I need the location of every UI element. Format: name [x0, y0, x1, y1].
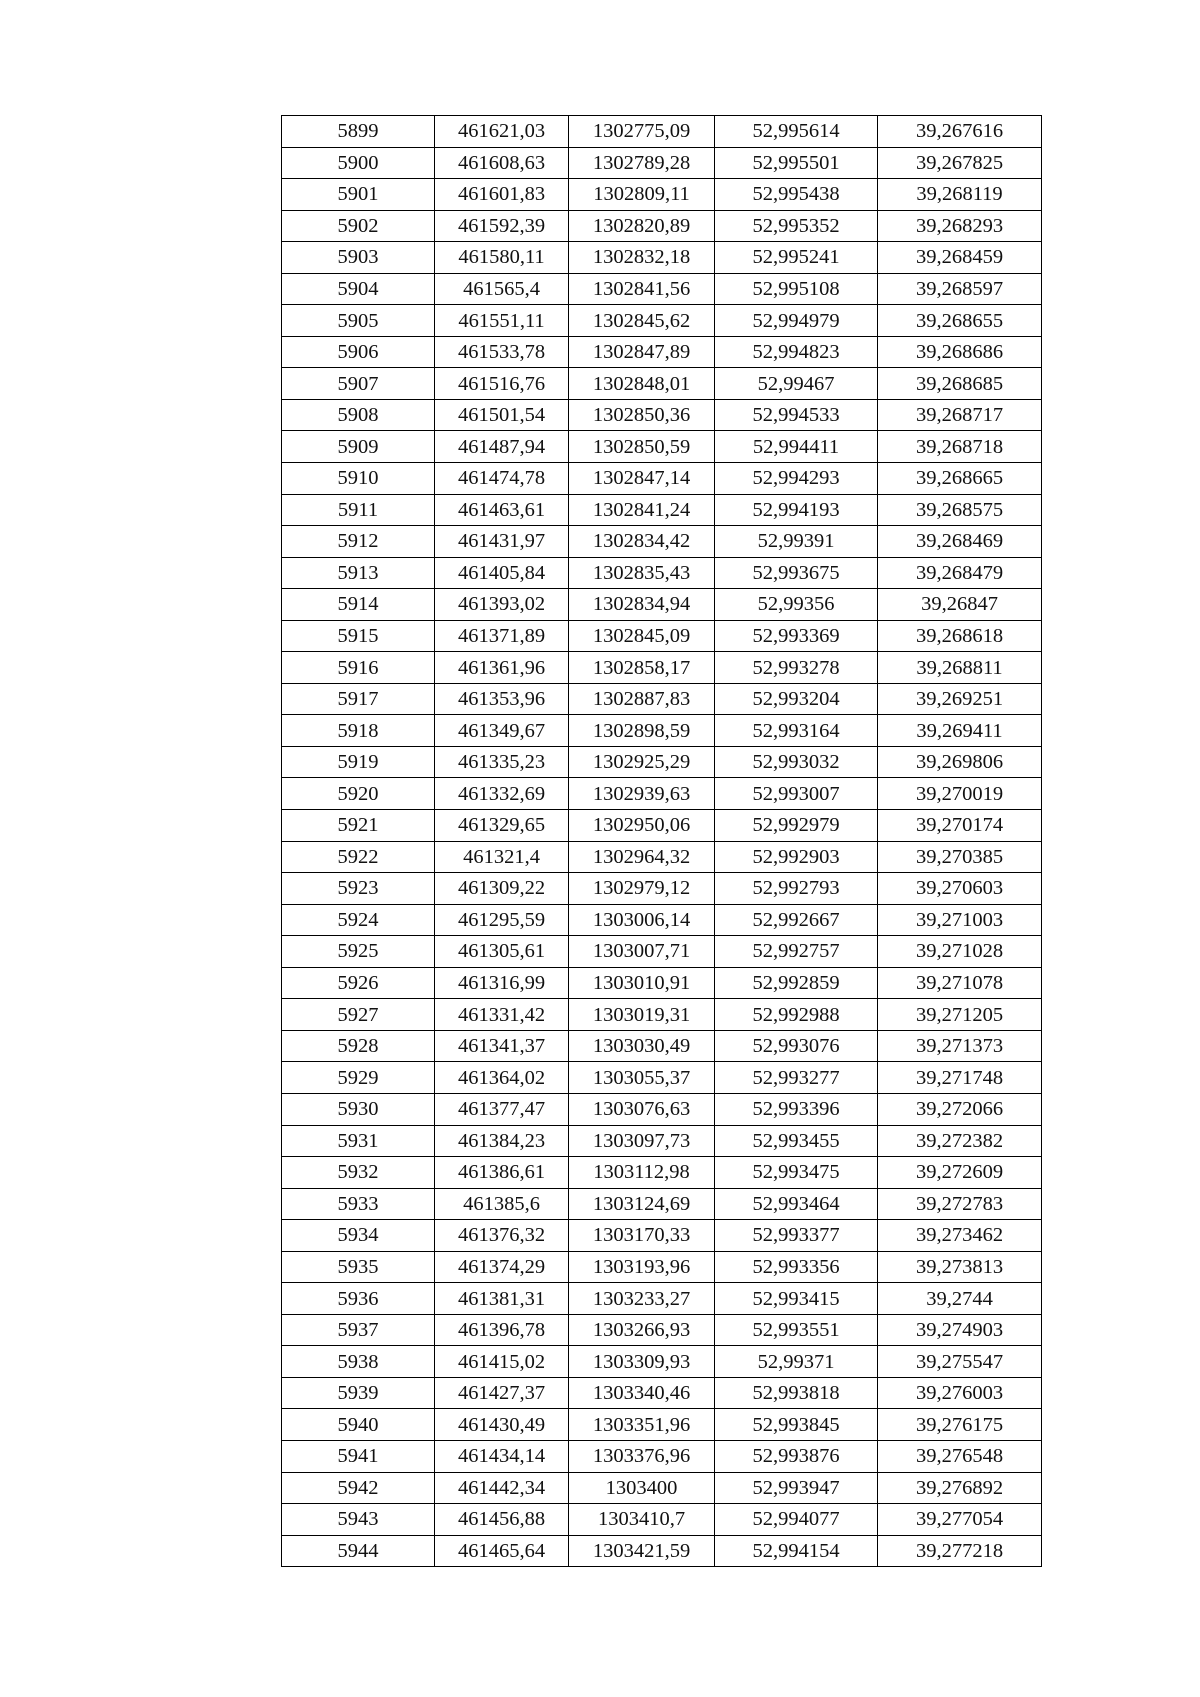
- y-coordinate-cell: 1303233,27: [569, 1283, 715, 1315]
- table-row: [282, 179, 1042, 211]
- table-row: [282, 1093, 1042, 1125]
- latitude-cell: 52,993396: [715, 1093, 878, 1125]
- latitude-cell: 52,994077: [715, 1504, 878, 1536]
- point-number-cell: 5929: [282, 1062, 435, 1094]
- latitude-cell: 52,99356: [715, 589, 878, 621]
- latitude-cell: 52,993377: [715, 1220, 878, 1252]
- x-coordinate-cell: 461601,83: [435, 179, 569, 211]
- coordinates-table: [281, 115, 1042, 1567]
- x-coordinate-cell: 461580,11: [435, 242, 569, 274]
- latitude-cell: 52,993464: [715, 1188, 878, 1220]
- table-row: [282, 652, 1042, 684]
- longitude-cell: 39,270019: [878, 778, 1042, 810]
- longitude-cell: 39,269411: [878, 715, 1042, 747]
- y-coordinate-cell: 1302850,59: [569, 431, 715, 463]
- longitude-cell: 39,271748: [878, 1062, 1042, 1094]
- y-coordinate-cell: 1303309,93: [569, 1346, 715, 1378]
- x-coordinate-cell: 461551,11: [435, 305, 569, 337]
- y-coordinate-cell: 1302848,01: [569, 368, 715, 400]
- latitude-cell: 52,995241: [715, 242, 878, 274]
- y-coordinate-cell: 1303030,49: [569, 1030, 715, 1062]
- table-row: [282, 1535, 1042, 1567]
- point-number-cell: 5931: [282, 1125, 435, 1157]
- point-number-cell: 5940: [282, 1409, 435, 1441]
- latitude-cell: 52,993845: [715, 1409, 878, 1441]
- point-number-cell: 5936: [282, 1283, 435, 1315]
- latitude-cell: 52,994411: [715, 431, 878, 463]
- point-number-cell: 5924: [282, 904, 435, 936]
- latitude-cell: 52,994823: [715, 336, 878, 368]
- point-number-cell: 5926: [282, 967, 435, 999]
- point-number-cell: 5907: [282, 368, 435, 400]
- latitude-cell: 52,994193: [715, 494, 878, 526]
- latitude-cell: 52,992793: [715, 873, 878, 905]
- latitude-cell: 52,993876: [715, 1440, 878, 1472]
- point-number-cell: 5921: [282, 810, 435, 842]
- table-row: [282, 746, 1042, 778]
- y-coordinate-cell: 1303076,63: [569, 1093, 715, 1125]
- latitude-cell: 52,993356: [715, 1251, 878, 1283]
- x-coordinate-cell: 461442,34: [435, 1472, 569, 1504]
- x-coordinate-cell: 461364,02: [435, 1062, 569, 1094]
- latitude-cell: 52,99391: [715, 526, 878, 558]
- table-row: [282, 589, 1042, 621]
- longitude-cell: 39,276892: [878, 1472, 1042, 1504]
- longitude-cell: 39,277054: [878, 1504, 1042, 1536]
- point-number-cell: 5913: [282, 557, 435, 589]
- point-number-cell: 5915: [282, 620, 435, 652]
- point-number-cell: 5938: [282, 1346, 435, 1378]
- longitude-cell: 39,271078: [878, 967, 1042, 999]
- point-number-cell: 5943: [282, 1504, 435, 1536]
- table-row: [282, 904, 1042, 936]
- longitude-cell: 39,276003: [878, 1377, 1042, 1409]
- longitude-cell: 39,268665: [878, 463, 1042, 495]
- longitude-cell: 39,268597: [878, 273, 1042, 305]
- table-row: [282, 1251, 1042, 1283]
- table-row: [282, 431, 1042, 463]
- y-coordinate-cell: 1303112,98: [569, 1157, 715, 1189]
- x-coordinate-cell: 461341,37: [435, 1030, 569, 1062]
- latitude-cell: 52,994293: [715, 463, 878, 495]
- x-coordinate-cell: 461295,59: [435, 904, 569, 936]
- table-row: [282, 1220, 1042, 1252]
- latitude-cell: 52,992859: [715, 967, 878, 999]
- table-row: [282, 999, 1042, 1031]
- y-coordinate-cell: 1302925,29: [569, 746, 715, 778]
- x-coordinate-cell: 461381,31: [435, 1283, 569, 1315]
- latitude-cell: 52,993204: [715, 683, 878, 715]
- longitude-cell: 39,268119: [878, 179, 1042, 211]
- y-coordinate-cell: 1303400: [569, 1472, 715, 1504]
- x-coordinate-cell: 461431,97: [435, 526, 569, 558]
- point-number-cell: 5932: [282, 1157, 435, 1189]
- longitude-cell: 39,270174: [878, 810, 1042, 842]
- y-coordinate-cell: 1302845,62: [569, 305, 715, 337]
- longitude-cell: 39,276548: [878, 1440, 1042, 1472]
- latitude-cell: 52,993415: [715, 1283, 878, 1315]
- point-number-cell: 5934: [282, 1220, 435, 1252]
- x-coordinate-cell: 461430,49: [435, 1409, 569, 1441]
- table-row: [282, 1346, 1042, 1378]
- longitude-cell: 39,268686: [878, 336, 1042, 368]
- y-coordinate-cell: 1303340,46: [569, 1377, 715, 1409]
- point-number-cell: 5937: [282, 1314, 435, 1346]
- longitude-cell: 39,270603: [878, 873, 1042, 905]
- table-row: [282, 399, 1042, 431]
- latitude-cell: 52,993675: [715, 557, 878, 589]
- latitude-cell: 52,992667: [715, 904, 878, 936]
- table-row: [282, 1125, 1042, 1157]
- table-row: [282, 463, 1042, 495]
- point-number-cell: 5935: [282, 1251, 435, 1283]
- x-coordinate-cell: 461371,89: [435, 620, 569, 652]
- x-coordinate-cell: 461321,4: [435, 841, 569, 873]
- longitude-cell: 39,26847: [878, 589, 1042, 621]
- longitude-cell: 39,271373: [878, 1030, 1042, 1062]
- table-row: [282, 336, 1042, 368]
- table-row: [282, 557, 1042, 589]
- x-coordinate-cell: 461349,67: [435, 715, 569, 747]
- y-coordinate-cell: 1303266,93: [569, 1314, 715, 1346]
- longitude-cell: 39,271205: [878, 999, 1042, 1031]
- y-coordinate-cell: 1302979,12: [569, 873, 715, 905]
- x-coordinate-cell: 461565,4: [435, 273, 569, 305]
- point-number-cell: 5930: [282, 1093, 435, 1125]
- table-row: [282, 1409, 1042, 1441]
- x-coordinate-cell: 461309,22: [435, 873, 569, 905]
- y-coordinate-cell: 1303019,31: [569, 999, 715, 1031]
- x-coordinate-cell: 461329,65: [435, 810, 569, 842]
- longitude-cell: 39,267825: [878, 147, 1042, 179]
- longitude-cell: 39,272783: [878, 1188, 1042, 1220]
- table-row: [282, 778, 1042, 810]
- table-row: [282, 841, 1042, 873]
- y-coordinate-cell: 1302841,56: [569, 273, 715, 305]
- longitude-cell: 39,273462: [878, 1220, 1042, 1252]
- x-coordinate-cell: 461376,32: [435, 1220, 569, 1252]
- point-number-cell: 5917: [282, 683, 435, 715]
- table-row: [282, 242, 1042, 274]
- latitude-cell: 52,993455: [715, 1125, 878, 1157]
- longitude-cell: 39,273813: [878, 1251, 1042, 1283]
- latitude-cell: 52,993475: [715, 1157, 878, 1189]
- longitude-cell: 39,276175: [878, 1409, 1042, 1441]
- y-coordinate-cell: 1302834,42: [569, 526, 715, 558]
- point-number-cell: 5918: [282, 715, 435, 747]
- table-row: [282, 1440, 1042, 1472]
- table-row: [282, 305, 1042, 337]
- latitude-cell: 52,993076: [715, 1030, 878, 1062]
- x-coordinate-cell: 461393,02: [435, 589, 569, 621]
- table-row: [282, 273, 1042, 305]
- longitude-cell: 39,268685: [878, 368, 1042, 400]
- y-coordinate-cell: 1303351,96: [569, 1409, 715, 1441]
- y-coordinate-cell: 1303170,33: [569, 1220, 715, 1252]
- latitude-cell: 52,99467: [715, 368, 878, 400]
- table-row: [282, 1314, 1042, 1346]
- longitude-cell: 39,268811: [878, 652, 1042, 684]
- longitude-cell: 39,272609: [878, 1157, 1042, 1189]
- point-number-cell: 5906: [282, 336, 435, 368]
- y-coordinate-cell: 1302835,43: [569, 557, 715, 589]
- latitude-cell: 52,992979: [715, 810, 878, 842]
- table-row: [282, 1062, 1042, 1094]
- x-coordinate-cell: 461592,39: [435, 210, 569, 242]
- point-number-cell: 5914: [282, 589, 435, 621]
- y-coordinate-cell: 1303006,14: [569, 904, 715, 936]
- longitude-cell: 39,268575: [878, 494, 1042, 526]
- y-coordinate-cell: 1303193,96: [569, 1251, 715, 1283]
- longitude-cell: 39,271028: [878, 936, 1042, 968]
- table-row: [282, 967, 1042, 999]
- latitude-cell: 52,993032: [715, 746, 878, 778]
- x-coordinate-cell: 461377,47: [435, 1093, 569, 1125]
- x-coordinate-cell: 461353,96: [435, 683, 569, 715]
- y-coordinate-cell: 1303124,69: [569, 1188, 715, 1220]
- y-coordinate-cell: 1302775,09: [569, 116, 715, 148]
- x-coordinate-cell: 461608,63: [435, 147, 569, 179]
- latitude-cell: 52,994979: [715, 305, 878, 337]
- y-coordinate-cell: 1303010,91: [569, 967, 715, 999]
- latitude-cell: 52,993818: [715, 1377, 878, 1409]
- latitude-cell: 52,994533: [715, 399, 878, 431]
- longitude-cell: 39,268469: [878, 526, 1042, 558]
- y-coordinate-cell: 1302850,36: [569, 399, 715, 431]
- point-number-cell: 5909: [282, 431, 435, 463]
- longitude-cell: 39,274903: [878, 1314, 1042, 1346]
- table-row: [282, 1472, 1042, 1504]
- y-coordinate-cell: 1303410,7: [569, 1504, 715, 1536]
- latitude-cell: 52,995438: [715, 179, 878, 211]
- y-coordinate-cell: 1302847,14: [569, 463, 715, 495]
- latitude-cell: 52,995352: [715, 210, 878, 242]
- point-number-cell: 5903: [282, 242, 435, 274]
- x-coordinate-cell: 461427,37: [435, 1377, 569, 1409]
- table-row: [282, 1504, 1042, 1536]
- longitude-cell: 39,268618: [878, 620, 1042, 652]
- y-coordinate-cell: 1302898,59: [569, 715, 715, 747]
- longitude-cell: 39,275547: [878, 1346, 1042, 1378]
- point-number-cell: 5912: [282, 526, 435, 558]
- x-coordinate-cell: 461384,23: [435, 1125, 569, 1157]
- x-coordinate-cell: 461316,99: [435, 967, 569, 999]
- longitude-cell: 39,268479: [878, 557, 1042, 589]
- latitude-cell: 52,992988: [715, 999, 878, 1031]
- y-coordinate-cell: 1302845,09: [569, 620, 715, 652]
- y-coordinate-cell: 1302820,89: [569, 210, 715, 242]
- x-coordinate-cell: 461305,61: [435, 936, 569, 968]
- y-coordinate-cell: 1303376,96: [569, 1440, 715, 1472]
- longitude-cell: 39,277218: [878, 1535, 1042, 1567]
- longitude-cell: 39,269806: [878, 746, 1042, 778]
- table-row: [282, 936, 1042, 968]
- point-number-cell: 5902: [282, 210, 435, 242]
- longitude-cell: 39,268655: [878, 305, 1042, 337]
- latitude-cell: 52,993277: [715, 1062, 878, 1094]
- latitude-cell: 52,993007: [715, 778, 878, 810]
- y-coordinate-cell: 1303007,71: [569, 936, 715, 968]
- x-coordinate-cell: 461501,54: [435, 399, 569, 431]
- y-coordinate-cell: 1302964,32: [569, 841, 715, 873]
- point-number-cell: 5939: [282, 1377, 435, 1409]
- latitude-cell: 52,993947: [715, 1472, 878, 1504]
- x-coordinate-cell: 461533,78: [435, 336, 569, 368]
- latitude-cell: 52,992903: [715, 841, 878, 873]
- x-coordinate-cell: 461396,78: [435, 1314, 569, 1346]
- point-number-cell: 5925: [282, 936, 435, 968]
- latitude-cell: 52,995108: [715, 273, 878, 305]
- y-coordinate-cell: 1303421,59: [569, 1535, 715, 1567]
- longitude-cell: 39,272382: [878, 1125, 1042, 1157]
- point-number-cell: 5916: [282, 652, 435, 684]
- point-number-cell: 5910: [282, 463, 435, 495]
- latitude-cell: 52,993369: [715, 620, 878, 652]
- y-coordinate-cell: 1303097,73: [569, 1125, 715, 1157]
- y-coordinate-cell: 1302847,89: [569, 336, 715, 368]
- x-coordinate-cell: 461487,94: [435, 431, 569, 463]
- longitude-cell: 39,267616: [878, 116, 1042, 148]
- point-number-cell: 5944: [282, 1535, 435, 1567]
- latitude-cell: 52,995614: [715, 116, 878, 148]
- latitude-cell: 52,993164: [715, 715, 878, 747]
- x-coordinate-cell: 461331,42: [435, 999, 569, 1031]
- point-number-cell: 5899: [282, 116, 435, 148]
- x-coordinate-cell: 461385,6: [435, 1188, 569, 1220]
- point-number-cell: 5941: [282, 1440, 435, 1472]
- point-number-cell: 5933: [282, 1188, 435, 1220]
- x-coordinate-cell: 461474,78: [435, 463, 569, 495]
- longitude-cell: 39,2744: [878, 1283, 1042, 1315]
- latitude-cell: 52,99371: [715, 1346, 878, 1378]
- x-coordinate-cell: 461374,29: [435, 1251, 569, 1283]
- point-number-cell: 5927: [282, 999, 435, 1031]
- y-coordinate-cell: 1302950,06: [569, 810, 715, 842]
- latitude-cell: 52,993551: [715, 1314, 878, 1346]
- table-row: [282, 1283, 1042, 1315]
- table-row: [282, 1030, 1042, 1062]
- point-number-cell: 5911: [282, 494, 435, 526]
- y-coordinate-cell: 1303055,37: [569, 1062, 715, 1094]
- point-number-cell: 5905: [282, 305, 435, 337]
- point-number-cell: 5908: [282, 399, 435, 431]
- y-coordinate-cell: 1302832,18: [569, 242, 715, 274]
- latitude-cell: 52,995501: [715, 147, 878, 179]
- longitude-cell: 39,268718: [878, 431, 1042, 463]
- x-coordinate-cell: 461335,23: [435, 746, 569, 778]
- x-coordinate-cell: 461463,61: [435, 494, 569, 526]
- x-coordinate-cell: 461621,03: [435, 116, 569, 148]
- point-number-cell: 5904: [282, 273, 435, 305]
- table-row: [282, 1188, 1042, 1220]
- x-coordinate-cell: 461465,64: [435, 1535, 569, 1567]
- table-row: [282, 494, 1042, 526]
- latitude-cell: 52,994154: [715, 1535, 878, 1567]
- point-number-cell: 5923: [282, 873, 435, 905]
- table-row: [282, 873, 1042, 905]
- point-number-cell: 5942: [282, 1472, 435, 1504]
- longitude-cell: 39,268293: [878, 210, 1042, 242]
- table-row: [282, 715, 1042, 747]
- y-coordinate-cell: 1302858,17: [569, 652, 715, 684]
- coordinates-table-body: [282, 116, 1042, 1567]
- table-row: [282, 147, 1042, 179]
- y-coordinate-cell: 1302841,24: [569, 494, 715, 526]
- x-coordinate-cell: 461405,84: [435, 557, 569, 589]
- point-number-cell: 5901: [282, 179, 435, 211]
- y-coordinate-cell: 1302789,28: [569, 147, 715, 179]
- y-coordinate-cell: 1302887,83: [569, 683, 715, 715]
- latitude-cell: 52,993278: [715, 652, 878, 684]
- longitude-cell: 39,268717: [878, 399, 1042, 431]
- x-coordinate-cell: 461456,88: [435, 1504, 569, 1536]
- point-number-cell: 5900: [282, 147, 435, 179]
- table-row: [282, 810, 1042, 842]
- point-number-cell: 5919: [282, 746, 435, 778]
- table-row: [282, 683, 1042, 715]
- point-number-cell: 5920: [282, 778, 435, 810]
- y-coordinate-cell: 1302834,94: [569, 589, 715, 621]
- x-coordinate-cell: 461332,69: [435, 778, 569, 810]
- table-row: [282, 368, 1042, 400]
- x-coordinate-cell: 461434,14: [435, 1440, 569, 1472]
- longitude-cell: 39,272066: [878, 1093, 1042, 1125]
- x-coordinate-cell: 461415,02: [435, 1346, 569, 1378]
- x-coordinate-cell: 461516,76: [435, 368, 569, 400]
- point-number-cell: 5922: [282, 841, 435, 873]
- x-coordinate-cell: 461386,61: [435, 1157, 569, 1189]
- table-row: [282, 210, 1042, 242]
- x-coordinate-cell: 461361,96: [435, 652, 569, 684]
- table-row: [282, 116, 1042, 148]
- longitude-cell: 39,269251: [878, 683, 1042, 715]
- longitude-cell: 39,270385: [878, 841, 1042, 873]
- y-coordinate-cell: 1302809,11: [569, 179, 715, 211]
- y-coordinate-cell: 1302939,63: [569, 778, 715, 810]
- latitude-cell: 52,992757: [715, 936, 878, 968]
- table-row: [282, 1157, 1042, 1189]
- longitude-cell: 39,271003: [878, 904, 1042, 936]
- point-number-cell: 5928: [282, 1030, 435, 1062]
- table-row: [282, 526, 1042, 558]
- longitude-cell: 39,268459: [878, 242, 1042, 274]
- table-row: [282, 1377, 1042, 1409]
- table-row: [282, 620, 1042, 652]
